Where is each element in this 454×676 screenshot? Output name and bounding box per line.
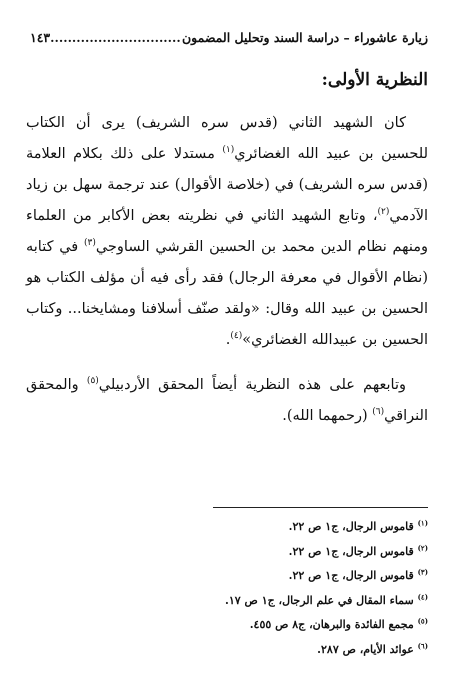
footnote-item bbox=[48, 540, 428, 565]
paragraph-2-text-1: وتابعهم على هذه النظرية أيضاً المحقق الأردبيلي bbox=[98, 377, 407, 393]
footnote-mark: (٥) bbox=[417, 616, 428, 626]
footnote-ref-4[interactable]: (٤) bbox=[230, 331, 243, 342]
footnote-ref-2[interactable]: (٢) bbox=[377, 207, 390, 218]
section-title: النظرية الأولى: bbox=[321, 70, 428, 90]
body-text bbox=[26, 108, 428, 432]
footnote-mark: (٢) bbox=[417, 542, 428, 552]
footnote-text: مجمع الفائدة والبرهان، ج٨ ص ٤٥٥. bbox=[249, 618, 414, 631]
paragraph-2-text-2: والمحقق النراقي bbox=[26, 377, 428, 424]
footnote-text: قاموس الرجال، ج١ ص ٢٢. bbox=[288, 569, 414, 582]
paragraph-2 bbox=[26, 370, 428, 432]
footnote-item bbox=[48, 638, 428, 663]
footnote-item bbox=[48, 613, 428, 638]
paragraph-1-text-4: في كتابه (نظام الأقوال في معرفة الرجال) فقد رأى فيه أن مؤلف الكتاب هو الحسين بن عبيد الله وقال: «ولقد صنّف أسلافنا ومشايخنا... وكتاب الحسين بن عبيدالله الغضائري» bbox=[26, 239, 428, 348]
page-number: ..............................١٤٣ bbox=[30, 30, 181, 45]
footnote-divider bbox=[213, 507, 428, 508]
footnotes-list bbox=[48, 515, 428, 662]
footnote-text: عوائد الأيام، ص ٢٨٧. bbox=[317, 642, 414, 656]
footnote-item bbox=[48, 589, 428, 614]
footnote-mark: (٣) bbox=[417, 567, 428, 577]
footnote-ref-3[interactable]: (٣) bbox=[83, 238, 96, 249]
footnote-mark: (١) bbox=[417, 518, 428, 528]
footnote-ref-5[interactable]: (٥) bbox=[86, 376, 99, 387]
footnote-item bbox=[48, 515, 428, 540]
footnote-text: قاموس الرجال، ج١ ص ٢٢. bbox=[288, 520, 414, 533]
paragraph-1-text-5: . bbox=[225, 332, 231, 348]
footnote-text: سماء المقال في علم الرجال، ج١ ص ١٧. bbox=[225, 593, 414, 607]
paragraph-1 bbox=[26, 108, 428, 356]
page-header bbox=[30, 30, 428, 50]
running-title: زيارة عاشوراء – دراسة السند وتحليل المضمون bbox=[181, 30, 428, 45]
paragraph-1-text-2: مستدلا على ذلك بكلام العلامة (قدس سره الشريف) في (خلاصة الأقوال) عند ترجمة سهل بن زياد الآدمي bbox=[26, 146, 428, 224]
paragraph-1-text-3: ، وتابع الشهيد الثاني في نظريته بعض الأكابر من العلماء ومنهم نظام الدين محمد بن الحسين القرشي الساوجي bbox=[26, 208, 429, 255]
footnote-mark: (٤) bbox=[417, 591, 428, 601]
paragraph-1-text-1: كان الشهيد الثاني (قدس سره الشريف) يرى أن الكتاب للحسين بن عبيد الله الغضائري bbox=[26, 115, 428, 162]
footnote-mark: (٦) bbox=[417, 640, 428, 650]
paragraph-2-text-3: (رحمهما الله). bbox=[282, 408, 373, 424]
footnote-ref-1[interactable]: (١) bbox=[222, 145, 235, 156]
footnote-ref-6[interactable]: (٦) bbox=[372, 407, 385, 418]
footnote-text: قاموس الرجال، ج١ ص ٢٢. bbox=[288, 544, 414, 558]
footnote-item bbox=[48, 564, 428, 589]
